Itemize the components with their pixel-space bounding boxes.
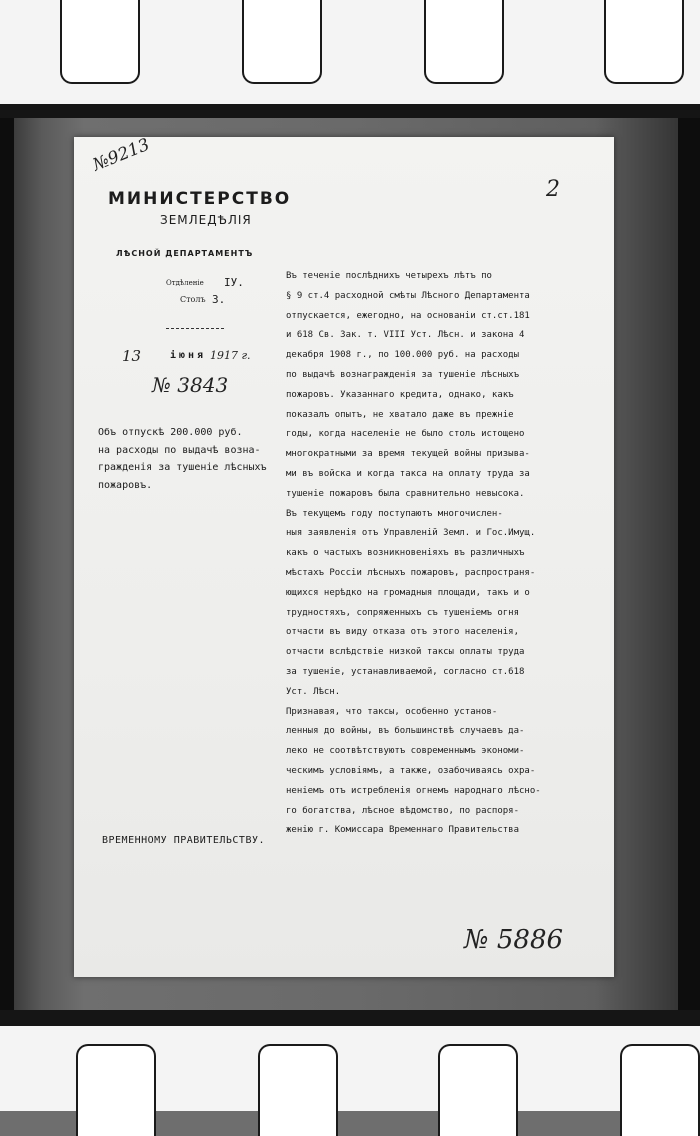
body-line: ческимъ условіямъ, а также, озабочиваясь охра-: [286, 765, 536, 776]
registry-number: №9213: [90, 134, 153, 176]
body-line: неніемъ отъ истребленія огнемъ народнаго лѣсно-: [286, 785, 541, 796]
body-line: го богатства, лѣсное вѣдомство, по распоря-: [286, 805, 519, 816]
body-line: ленныя до войны, въ большинствѣ случаевъ да-: [286, 726, 525, 737]
body-line: отчасти въ виду отказа отъ этого населенія,: [286, 627, 519, 638]
body-line: Уст. Лѣсн.: [286, 686, 341, 697]
desk-value: 3.: [212, 293, 226, 306]
film-perforation: [258, 1044, 338, 1136]
film-perforation: [438, 1044, 518, 1136]
section-label: Отдѣленіе: [166, 279, 204, 287]
body-line: трудностяхъ, сопряженныхъ съ тушеніемъ огня: [286, 607, 519, 618]
body-line: Признавая, что таксы, особенно установ-: [286, 706, 498, 717]
subject-block: [98, 424, 288, 494]
ministry-title: МИНИСТЕРСТВО: [108, 189, 292, 209]
subject-line: на расходы по выдачѣ возна-: [98, 444, 261, 456]
date-day: 13: [122, 347, 142, 365]
document-page: [74, 134, 614, 977]
body-line: за тушеніе, устанавливаемой, согласно ст.618: [286, 666, 525, 677]
date-month: іюня: [170, 350, 207, 361]
body-line: какъ о частыхъ возникновеніяхъ въ различныхъ: [286, 548, 525, 559]
body-line: женію г. Комиссара Временнаго Правительства: [286, 825, 519, 836]
body-line: леко не соотвѣтствуютъ современнымъ экономи-: [286, 746, 525, 757]
subject-line: пожаровъ.: [98, 479, 153, 491]
date-year: 1917 г.: [210, 349, 251, 362]
body-line: годы, когда населеніе не было столь истощено: [286, 429, 525, 440]
body-line: многократными за время текущей войны призыва-: [286, 449, 530, 460]
film-perforation: [424, 0, 504, 84]
body-line: ми въ войска и когда такса на оплату труда за: [286, 468, 530, 479]
page-number: 2: [546, 177, 560, 202]
subject-line: гражденія за тушеніе лѣсныхъ: [98, 462, 267, 473]
film-band-bottom: [0, 1010, 700, 1026]
subject-line: Объ отпускѣ 200.000 руб.: [98, 427, 243, 438]
body-line: показалъ опытъ, не хватало даже въ прежніе: [286, 409, 514, 420]
film-perforation: [76, 1044, 156, 1136]
body-line: ныя заявленія отъ Управленій Земл. и Гос.Имущ.: [286, 528, 536, 539]
ministry-subtitle: ЗЕМЛЕДѢЛІЯ: [160, 213, 252, 227]
body-line: § 9 ст.4 расходной смѣты Лѣсного Департамента: [286, 290, 530, 301]
body-line: пожаровъ. Указаннаго кредита, однако, какъ: [286, 389, 514, 400]
film-perforation: [242, 0, 322, 84]
archive-number: № 5886: [464, 925, 564, 955]
film-perforation: [60, 0, 140, 84]
outgoing-number: № 3843: [152, 373, 229, 397]
section-value: IУ.: [224, 276, 244, 289]
body-line: ющихся нерѣдко на громадныя площади, такъ и о: [286, 587, 530, 598]
body-line: тушеніе пожаровъ была сравнительно невысока.: [286, 488, 525, 499]
body-line: и 618 Св. Зак. т. VIII Уст. Лѣсн. и закона 4: [286, 330, 525, 341]
film-perforation: [620, 1044, 700, 1136]
film-band-top: [0, 104, 700, 118]
body-line: Въ теченіе послѣднихъ четырехъ лѣтъ по: [286, 271, 492, 281]
film-strip-top: [0, 0, 700, 104]
body-line: отчасти вслѣдствіе низкой таксы оплаты труда: [286, 647, 525, 658]
body-line: по выдачѣ вознагражденія за тушеніе лѣсныхъ: [286, 369, 519, 380]
body-line: Въ текущемъ году поступаютъ многочислен-: [286, 508, 503, 519]
desk-label: Столъ: [180, 295, 206, 304]
film-strip-bottom: [0, 1026, 700, 1111]
addressee: ВРЕМЕННОМУ ПРАВИТЕЛЬСТВУ.: [102, 835, 266, 846]
header-divider: [166, 328, 224, 329]
body-line: отпускается, ежегодно, на основаніи ст.ст.181: [286, 310, 530, 321]
film-perforation: [604, 0, 684, 84]
body-line: мѣстахъ Россіи лѣсныхъ пожаровъ, распространя-: [286, 567, 536, 578]
body-text: [286, 267, 604, 841]
department-name: ЛѢСНОЙ ДЕПАРТАМЕНТЪ: [116, 249, 254, 258]
body-line: декабря 1908 г., по 100.000 руб. на расходы: [286, 350, 519, 361]
